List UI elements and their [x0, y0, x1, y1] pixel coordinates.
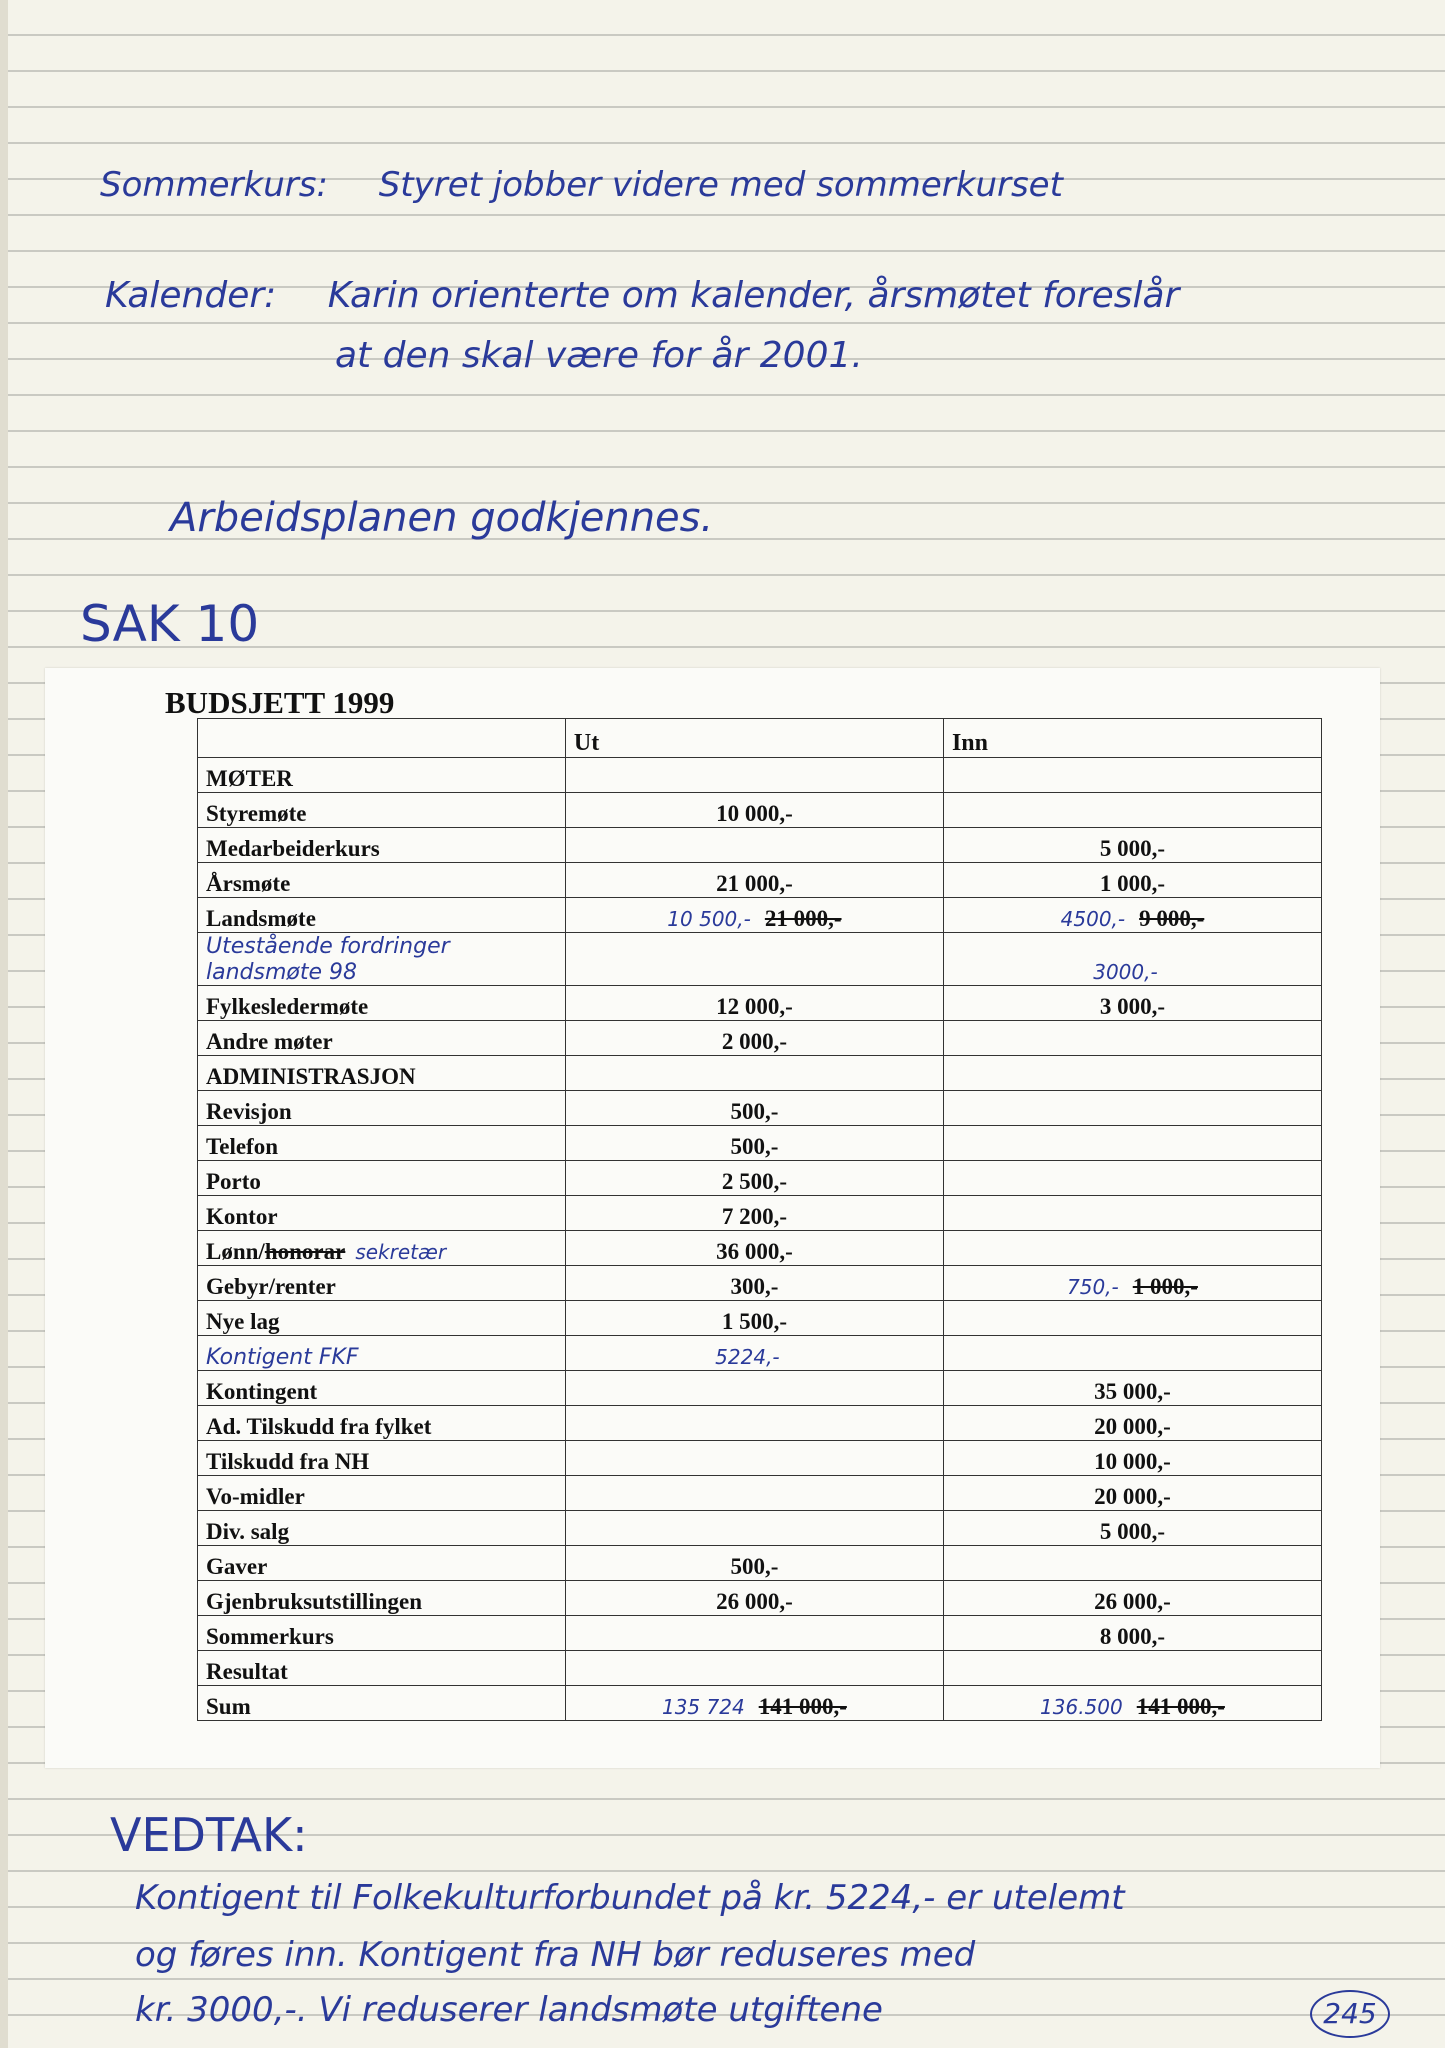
row-ut: [565, 1406, 943, 1441]
row-label: [198, 1021, 566, 1056]
row-inn: [943, 1161, 1321, 1196]
sak-heading: SAK 10: [80, 595, 260, 653]
vedtak-line-1: Kontigent til Folkekulturforbundet på kr. 5224,- er utelemt: [135, 1878, 1125, 1918]
row-ut-value: 26 000,-: [716, 1589, 793, 1614]
budget-row: [198, 758, 1322, 793]
row-label: [198, 1406, 566, 1441]
row-label: [198, 1686, 566, 1721]
row-label-text: Medarbeiderkurs: [206, 836, 380, 861]
row-label: [198, 1231, 566, 1266]
row-label-text: Porto: [206, 1169, 261, 1194]
row-inn-value: 8 000,-: [1099, 1624, 1166, 1649]
budget-row: [198, 1266, 1322, 1301]
vedtak-line-2: og føres inn. Kontigent fra NH bør reduseres med: [135, 1935, 976, 1975]
row-label-text: Nye lag: [206, 1309, 280, 1334]
row-label: [198, 1126, 566, 1161]
budget-row: [198, 1056, 1322, 1091]
row-label: [198, 1581, 566, 1616]
row-ut: [565, 1091, 943, 1126]
budget-title: BUDSJETT 1999: [165, 685, 395, 720]
row-inn-value: 1 000,-: [1099, 871, 1166, 896]
budget-row: [198, 1196, 1322, 1231]
row-inn-value: 26 000,-: [1094, 1589, 1171, 1614]
row-label: [198, 1511, 566, 1546]
budget-header-row: [198, 719, 1322, 758]
row-ut: [565, 1301, 943, 1336]
budget-row: [198, 1441, 1322, 1476]
row-inn: [943, 1651, 1321, 1686]
row-label: [198, 1196, 566, 1231]
row-ut: [565, 828, 943, 863]
budget-row: [198, 1476, 1322, 1511]
budget-row: [198, 1651, 1322, 1686]
row-ut: [565, 1056, 943, 1091]
row-ut-value: 500,-: [730, 1554, 779, 1579]
row-inn-value: 10 000,-: [1094, 1449, 1171, 1474]
row-label-text: Resultat: [206, 1659, 288, 1684]
row-label-text: Landsmøte: [206, 906, 316, 931]
budget-row: [198, 1616, 1322, 1651]
row-ut: [565, 1581, 943, 1616]
row-inn: [943, 1056, 1321, 1091]
row-ut-value: 36 000,-: [716, 1239, 793, 1264]
row-ut: [565, 1441, 943, 1476]
row-ut: [565, 986, 943, 1021]
row-ut: [565, 1686, 943, 1721]
row-ut: [565, 1546, 943, 1581]
row-ut-value: 7 200,-: [721, 1204, 787, 1229]
row-label: [198, 1441, 566, 1476]
header-ut: Ut: [565, 719, 943, 758]
row-label: [198, 828, 566, 863]
row-inn: [943, 828, 1321, 863]
row-ut-value: 500,-: [730, 1134, 779, 1159]
row-ut-value: 21 000,-: [716, 871, 793, 896]
row-label-text: Årsmøte: [206, 871, 291, 896]
row-ut: [565, 1651, 943, 1686]
budget-row: [198, 933, 1322, 986]
row-inn-value: 1 000,-: [1132, 1274, 1198, 1299]
row-label: [198, 1266, 566, 1301]
budget-row: [198, 1231, 1322, 1266]
row-label-text: Telefon: [206, 1134, 278, 1159]
row-inn-handwritten: 3000,-: [1093, 960, 1158, 984]
budget-row: [198, 828, 1322, 863]
note-sommerkurs: [100, 165, 1063, 205]
row-label-text: Vo-midler: [206, 1484, 305, 1509]
row-inn: [943, 1581, 1321, 1616]
budget-body: [198, 758, 1322, 1721]
row-label-text: Styremøte: [206, 801, 307, 826]
row-label-text: Gjenbruksutstillingen: [206, 1589, 422, 1614]
row-label-text: Andre møter: [206, 1029, 333, 1054]
row-label-text: Fylkesledermøte: [206, 994, 369, 1019]
row-inn: [943, 1126, 1321, 1161]
row-label-text: Sommerkurs: [206, 1624, 334, 1649]
budget-row: [198, 793, 1322, 828]
budget-row: [198, 1371, 1322, 1406]
row-inn-value: 20 000,-: [1094, 1414, 1171, 1439]
row-label-text: Div. salg: [206, 1519, 290, 1544]
row-ut: [565, 758, 943, 793]
row-inn: [943, 1406, 1321, 1441]
note-sommerkurs-text: Styret jobber videre med sommerkurset: [378, 165, 1063, 205]
row-inn: [943, 1476, 1321, 1511]
row-inn-value: 141 000,-: [1136, 1694, 1225, 1719]
note-kalender-cont: at den skal være for år 2001.: [335, 335, 863, 376]
row-label: [198, 1161, 566, 1196]
row-ut: [565, 1476, 943, 1511]
row-inn-handwritten: 4500,-: [1060, 907, 1126, 931]
row-inn-value: 5 000,-: [1099, 836, 1166, 861]
row-ut: [565, 1196, 943, 1231]
budget-row: [198, 1091, 1322, 1126]
row-inn-value: 3 000,-: [1099, 994, 1166, 1019]
row-inn: [943, 1301, 1321, 1336]
row-ut-handwritten: 135 724: [661, 1695, 745, 1719]
row-label: [198, 933, 566, 986]
row-ut-value: 300,-: [730, 1274, 779, 1299]
row-label-text: Ad. Tilskudd fra fylket: [206, 1414, 432, 1439]
row-label-text: Gaver: [206, 1554, 268, 1579]
row-label: [198, 793, 566, 828]
row-label-struck: honorar: [264, 1239, 346, 1264]
row-label: [198, 1091, 566, 1126]
row-ut: [565, 933, 943, 986]
budget-row: [198, 1161, 1322, 1196]
budget-row: [198, 1686, 1322, 1721]
row-inn: [943, 1441, 1321, 1476]
budget-row: [198, 1021, 1322, 1056]
row-ut: [565, 1161, 943, 1196]
row-ut-value: 500,-: [730, 1099, 779, 1124]
row-inn-value: 35 000,-: [1094, 1379, 1171, 1404]
row-label-text: Kontigent FKF: [206, 1345, 359, 1370]
row-ut: [565, 1616, 943, 1651]
row-ut-value: 21 000,-: [764, 906, 842, 931]
budget-row: [198, 863, 1322, 898]
vedtak-line-3: kr. 3000,-. Vi reduserer landsmøte utgiftene: [135, 1990, 883, 2030]
row-inn-handwritten: 136.500: [1040, 1695, 1123, 1719]
row-inn: [943, 1266, 1321, 1301]
row-ut: [565, 1336, 943, 1371]
budget-row: [198, 898, 1322, 933]
row-inn: [943, 1616, 1321, 1651]
row-inn: [943, 863, 1321, 898]
row-label-text: Utestående fordringer landsmøte 98: [206, 934, 450, 985]
row-ut: [565, 863, 943, 898]
note-kalender-label: Kalender:: [105, 275, 277, 316]
row-ut-handwritten: 5224,-: [715, 1345, 780, 1369]
row-label: [198, 1546, 566, 1581]
budget-row: [198, 1511, 1322, 1546]
row-label-text: Tilskudd fra NH: [206, 1449, 370, 1474]
row-label-text: Lønn/: [206, 1239, 265, 1264]
row-ut-value: 2 000,-: [721, 1029, 787, 1054]
budget-row: [198, 1336, 1322, 1371]
row-ut-value: 12 000,-: [716, 994, 793, 1019]
row-inn: [943, 1196, 1321, 1231]
note-kalender: [105, 275, 1179, 316]
row-ut: [565, 898, 943, 933]
row-inn: [943, 1091, 1321, 1126]
row-label-text: Gebyr/renter: [206, 1274, 336, 1299]
row-inn-value: 5 000,-: [1099, 1519, 1166, 1544]
row-inn: [943, 933, 1321, 986]
row-inn: [943, 758, 1321, 793]
row-label-text: Revisjon: [206, 1099, 292, 1124]
row-label-text: MØTER: [206, 766, 293, 791]
page-number: 245: [1310, 1990, 1390, 2038]
budget-row: [198, 1546, 1322, 1581]
row-label: [198, 1651, 566, 1686]
row-label-text: ADMINISTRASJON: [206, 1064, 416, 1089]
row-label-handwritten: sekretær: [355, 1240, 447, 1264]
row-ut-value: 1 500,-: [721, 1309, 787, 1334]
row-ut: [565, 1266, 943, 1301]
row-inn: [943, 1021, 1321, 1056]
row-label: [198, 1301, 566, 1336]
header-blank: [198, 719, 566, 758]
budget-row: [198, 986, 1322, 1021]
row-inn: [943, 1546, 1321, 1581]
row-inn-value: 9 000,-: [1139, 906, 1205, 931]
row-ut-handwritten: 10 500,-: [667, 907, 751, 931]
row-inn-handwritten: 750,-: [1067, 1275, 1119, 1299]
row-ut: [565, 1231, 943, 1266]
row-ut-value: 10 000,-: [716, 801, 793, 826]
row-label: [198, 863, 566, 898]
row-label: [198, 1371, 566, 1406]
row-inn: [943, 1336, 1321, 1371]
budget-row: [198, 1406, 1322, 1441]
budget-row: [198, 1126, 1322, 1161]
budget-row: [198, 1581, 1322, 1616]
row-inn-value: 20 000,-: [1094, 1484, 1171, 1509]
row-inn: [943, 793, 1321, 828]
row-ut: [565, 1126, 943, 1161]
row-inn: [943, 986, 1321, 1021]
row-label: [198, 986, 566, 1021]
row-label-text: Sum: [206, 1694, 251, 1719]
row-inn: [943, 1686, 1321, 1721]
row-inn: [943, 1511, 1321, 1546]
note-sommerkurs-label: Sommerkurs:: [100, 165, 328, 205]
row-label: [198, 1336, 566, 1371]
row-label-text: Kontingent: [206, 1379, 318, 1404]
page-margin: [0, 0, 8, 2048]
row-ut: [565, 1371, 943, 1406]
row-ut-value: 141 000,-: [758, 1694, 847, 1719]
budget-table: [197, 718, 1322, 1721]
row-label: [198, 898, 566, 933]
header-inn: Inn: [943, 719, 1321, 758]
row-ut: [565, 793, 943, 828]
vedtak-heading: VEDTAK:: [110, 1808, 308, 1862]
row-label: [198, 1616, 566, 1651]
row-ut: [565, 1021, 943, 1056]
row-label: [198, 758, 566, 793]
row-inn: [943, 898, 1321, 933]
row-inn: [943, 1371, 1321, 1406]
budget-row: [198, 1301, 1322, 1336]
row-label-text: Kontor: [206, 1204, 278, 1229]
row-ut: [565, 1511, 943, 1546]
row-label: [198, 1056, 566, 1091]
row-inn: [943, 1231, 1321, 1266]
row-ut-value: 2 500,-: [721, 1169, 787, 1194]
note-arbeidsplan: Arbeidsplanen godkjennes.: [170, 495, 714, 541]
note-kalender-text: Karin orienterte om kalender, årsmøtet foreslår: [327, 275, 1180, 316]
row-label: [198, 1476, 566, 1511]
